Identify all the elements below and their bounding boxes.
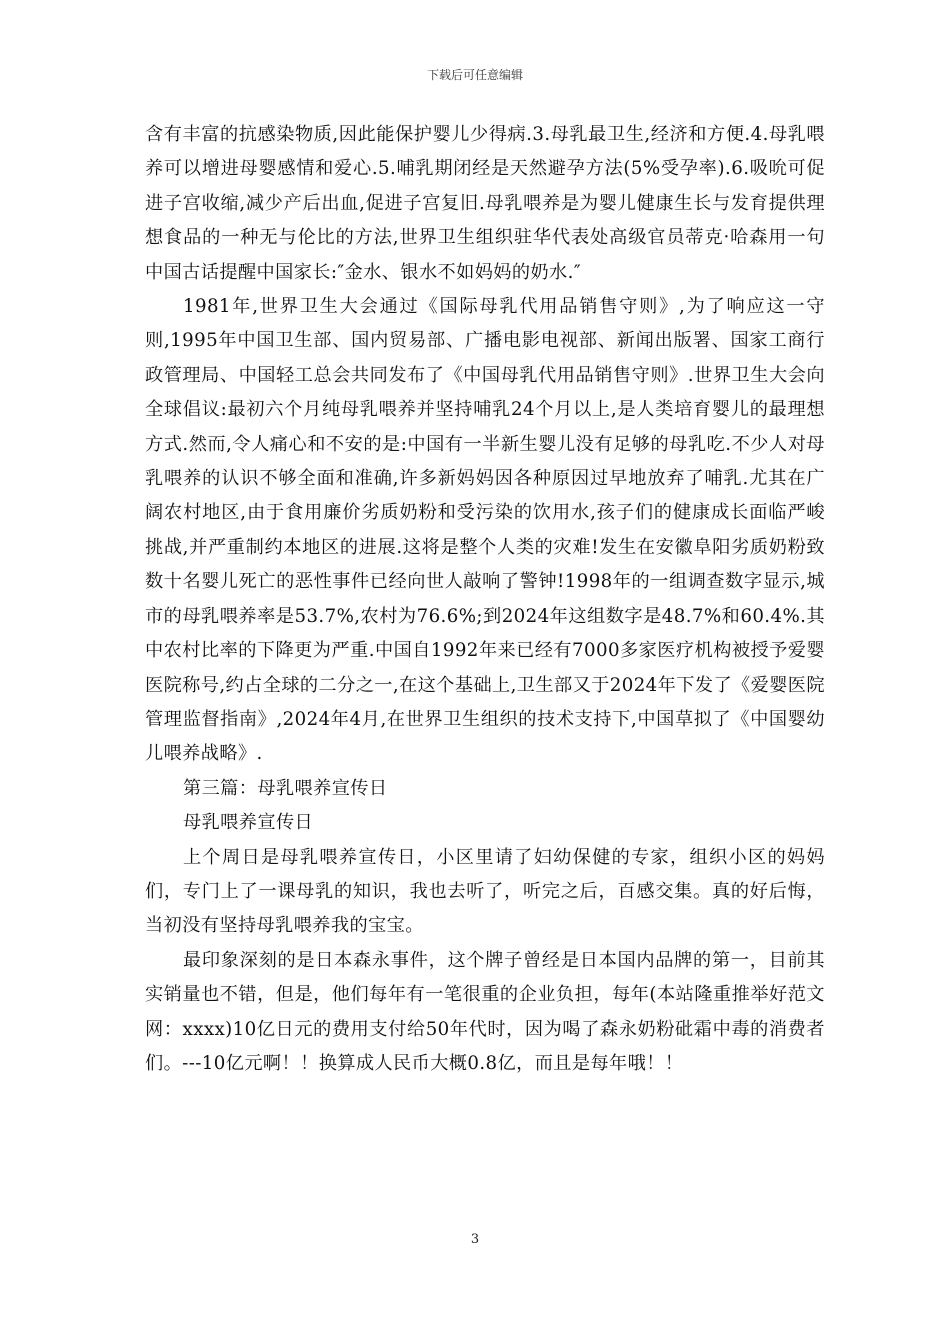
page-number: 3 <box>470 1232 480 1247</box>
paragraph-1981-code: 1981年,世界卫生大会通过《国际母乳代用品销售守则》,为了响应这一守则,1995年中国卫生部、国内贸易部、广播电影电视部、新闻出版署、国家工商行政管理局、中国轻工总会共同发布了《中国母乳代用品销售守则》.世界卫生大会向全球倡议:最初六个月纯母乳喂养并坚持哺乳24个月以上,是人类培育婴儿的最理想方式.然而,令人痛心和不安的是:中国有一半新生婴儿没有足够的母乳吃.不少人对母乳喂养的认识不够全面和准确,许多新妈妈因各种原因过早地放弃了哺乳.尤其在广阔农村地区,由于食用廉价劣质奶粉和受污染的饮用水,孩子们的健康成长面临严峻挑战,并严重制约本地区的进展.这将是整个人类的灾难!发生在安徽阜阳劣质奶粉致数十名婴儿死亡的恶性事件已经向世人敲响了警钟!1998年的一组调查数字显示,城市的母乳喂养率是53.7%,农村为76.6%;到2024年这组数字是48.7%和60.4%.其中农村比率的下降更为严重.中国自1992年来已经有7000多家医疗机构被授予爱婴医院称号,约占全球的二分之一,在这个基础上,卫生部又于2024年下发了《爱婴医院管理监督指南》,2024年4月,在世界卫生组织的技术支持下,中国草拟了《中国婴幼儿喂养战略》. <box>145 296 825 765</box>
document-body <box>145 118 825 1081</box>
article-title: 母乳喂养宣传日 <box>183 812 314 834</box>
paragraph-continuation: 含有丰富的抗感染物质,因此能保护婴儿少得病.3.母乳最卫生,经济和方便.4.母乳喂养可以增进母婴感情和爱心.5.哺乳期闭经是天然避孕方法(5%受孕率).6.吸吮可促进子宫收缩,减少产后出血,促进子宫复旧.母乳喂养是为婴儿健康生长与发育提供理想食品的一种无与伦比的方法,世界卫生组织驻华代表处高级官员蒂克·哈森用一句中国古话提醒中国家长:″金水、银水不如妈妈的奶水.″ <box>145 124 825 283</box>
paragraph-promotion-day: 上个周日是母乳喂养宣传日，小区里请了妇幼保健的专家，组织小区的妈妈们，专门上了一课母乳的知识，我也去听了，听完之后，百感交集。真的好后悔，当初没有坚持母乳喂养我的宝宝。 <box>145 846 825 937</box>
page-header: 下载后可任意编辑 <box>426 68 523 82</box>
paragraph-morinaga: 最印象深刻的是日本森永事件，这个牌子曾经是日本国内品牌的第一，目前其实销量也不错，但是，他们每年有一笔很重的企业负担，每年(本站隆重推举好范文网：xxxx)10亿日元的费用支付给50年代时，因为喝了森永奶粉砒霜中毒的消费者们。---10亿元啊！！换算成人民币大概0.8亿，而且是每年哦！！ <box>145 949 825 1074</box>
section-heading: 第三篇：母乳喂养宣传日 <box>183 777 388 799</box>
